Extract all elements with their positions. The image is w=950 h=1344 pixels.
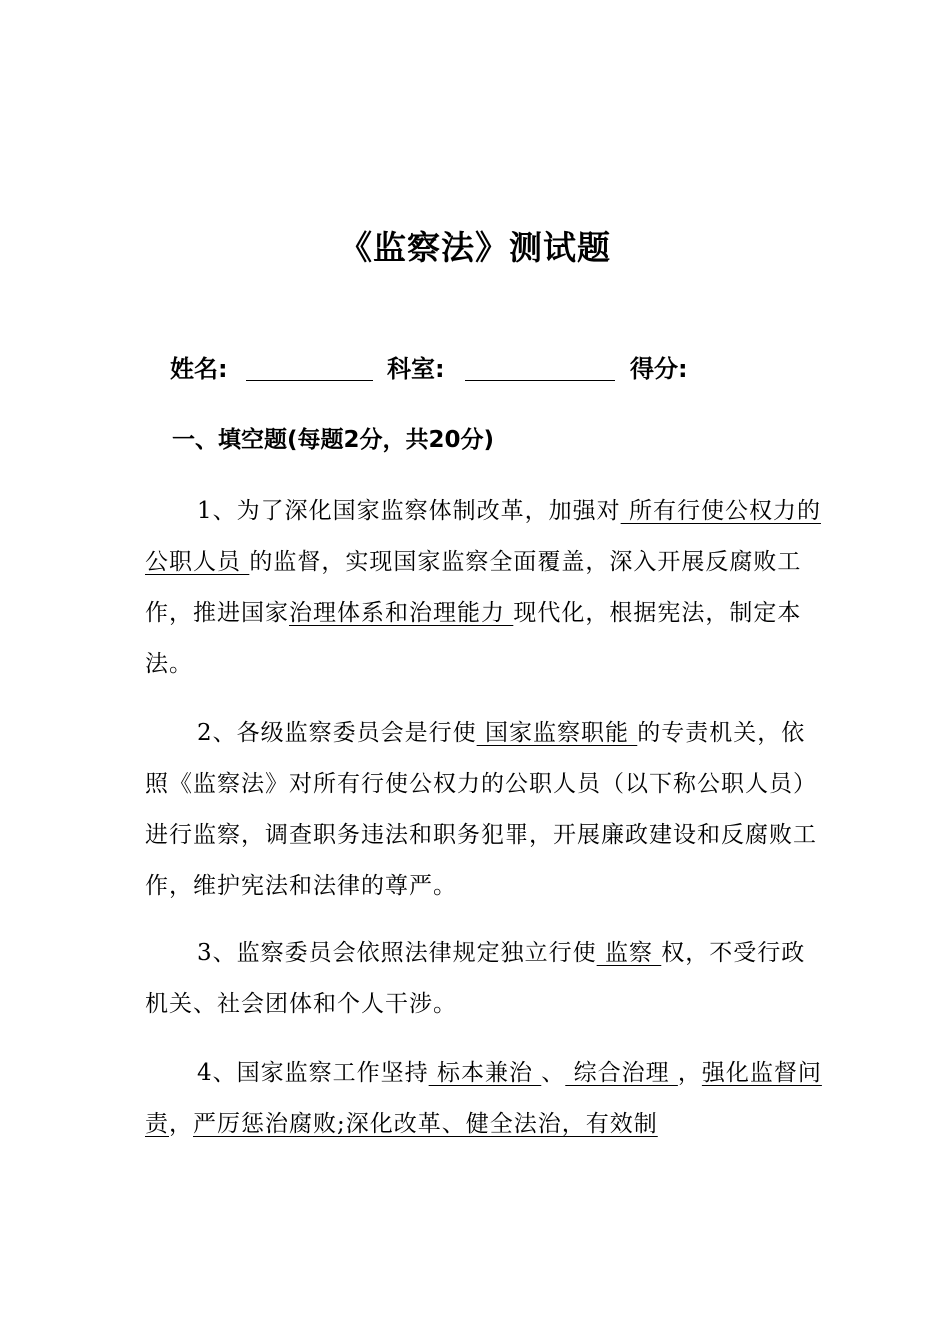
question-4-answer-4: 严厉惩治腐败;深化改革、健全法治，有效制 bbox=[193, 1111, 658, 1137]
question-2 bbox=[145, 708, 825, 912]
question-2-answer-1: 国家监察职能 bbox=[476, 720, 638, 746]
name-blank bbox=[246, 380, 373, 381]
question-4-text-4: ， bbox=[169, 1111, 193, 1137]
question-4-answer-1: 标本兼治 bbox=[428, 1060, 542, 1086]
section-heading-fill-blank: 一、填空题(每题2分，共20分) bbox=[172, 427, 495, 453]
question-1-answer-2: 治理体系和治理能力 bbox=[289, 600, 514, 626]
question-4-text-2: 、 bbox=[541, 1060, 566, 1086]
question-4-answer-2: 综合治理 bbox=[565, 1060, 678, 1086]
question-1-text-1: 1、为了深化国家监察体制改革，加强对 bbox=[197, 498, 621, 524]
question-4-text-3: ， bbox=[677, 1060, 702, 1086]
name-label: 姓名: bbox=[170, 355, 228, 383]
question-3-text-2: 权，不受行政机关、社会团体和个人干涉。 bbox=[145, 940, 806, 1017]
question-1 bbox=[145, 486, 825, 690]
question-3 bbox=[145, 928, 825, 1030]
question-1-text-2: 的监督，实现国家监察全面覆盖，深入开展反腐败工作，推进国家 bbox=[145, 549, 802, 626]
dept-blank bbox=[465, 380, 615, 381]
question-1-answer-1: 所有行使公权力的公职人员 bbox=[145, 498, 821, 575]
score-label: 得分: bbox=[630, 355, 688, 383]
dept-label: 科室: bbox=[387, 355, 445, 383]
document-title: 《监察法》测试题 bbox=[339, 228, 611, 267]
question-4-text-1: 4、国家监察工作坚持 bbox=[197, 1060, 429, 1086]
question-4-answer-3: 强化监督问责 bbox=[145, 1060, 822, 1137]
info-line bbox=[170, 349, 790, 385]
question-2-text-1: 2、各级监察委员会是行使 bbox=[197, 720, 477, 746]
question-2-text-2: 的专责机关，依照《监察法》对所有行使公权力的公职人员（以下称公职人员）进行监察，调查职务违法和职务犯罪，开展廉政建设和反腐败工作，维护宪法和法律的尊严。 bbox=[145, 720, 817, 899]
question-1-text-3: 现代化，根据宪法，制定本法。 bbox=[145, 600, 802, 677]
question-3-text-1: 3、监察委员会依照法律规定独立行使 bbox=[197, 940, 597, 966]
question-4 bbox=[145, 1048, 825, 1150]
question-3-answer-1: 监察 bbox=[596, 940, 662, 966]
